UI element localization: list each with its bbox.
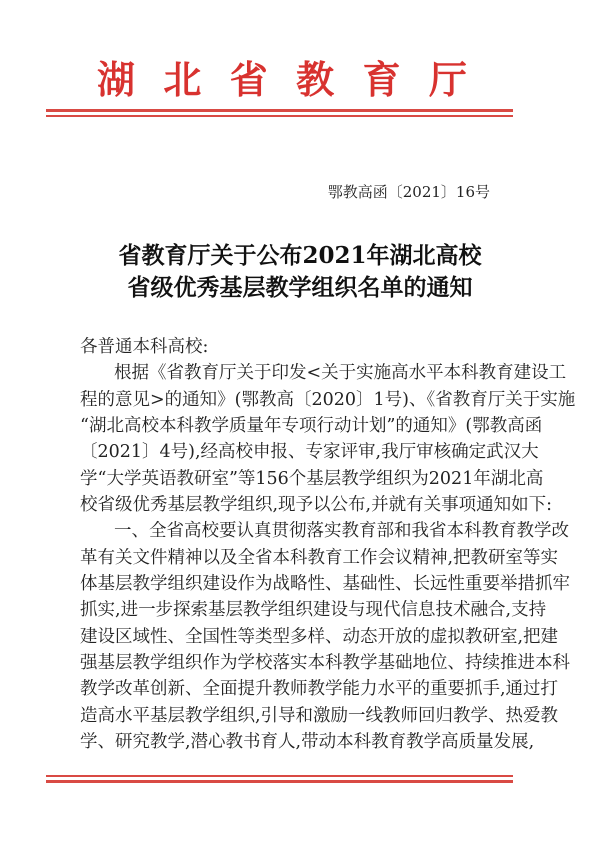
body-line: 〔2021〕4号),经高校申报、专家评审,我厅审核确定武汉大 xyxy=(80,442,539,462)
header-char: 教 xyxy=(296,57,335,102)
body-line: 根据《省教育厅关于印发<关于实施高水平本科教育建设工 xyxy=(114,363,567,383)
body-line: 造高水平基层教学组织,引导和激励一线教师回归教学、热爱教 xyxy=(80,706,559,726)
footer-rule-thick xyxy=(46,780,513,783)
header-char: 厅 xyxy=(428,57,467,102)
footer-rule-thin xyxy=(46,775,513,777)
header-char: 北 xyxy=(163,57,202,102)
body-line: 教学改革创新、全面提升教师教学能力水平的重要抓手,通过打 xyxy=(80,679,559,699)
body-line: “湖北高校本科教学质量年专项行动计划”的通知》(鄂教高函 xyxy=(80,416,543,436)
body-line: 体基层教学组织建设作为战略性、基础性、长远性重要举措抓牢 xyxy=(80,574,570,594)
body-line: 抓实,进一步探索基层教学组织建设与现代信息技术融合,支持 xyxy=(80,600,547,620)
header-rule-thick xyxy=(46,109,513,112)
body-line: 建设区域性、全国性等类型多样、动态开放的虚拟教研室,把建 xyxy=(80,627,559,647)
header-char: 湖 xyxy=(97,57,136,102)
header-char: 育 xyxy=(362,57,401,102)
header-rule-thin xyxy=(46,115,513,117)
document-title-line-1: 省教育厅关于公布2021年湖北高校 xyxy=(118,242,482,269)
salutation: 各普通本科高校: xyxy=(80,337,209,357)
document-number: 鄂教高函〔2021〕16号 xyxy=(327,183,490,201)
body-line: 程的意见>的通知》(鄂教高〔2020〕1号)、《省教育厅关于实施 xyxy=(80,390,576,410)
body-line: 学“大学英语教研室”等156个基层教学组织为2021年湖北高 xyxy=(80,469,544,489)
body-line: 学、研究教学,潜心教书育人,带动本科教育教学高质量发展, xyxy=(80,732,535,752)
issuing-authority-header xyxy=(97,58,467,102)
body-line: 校省级优秀基层教学组织,现予以公布,并就有关事项通知如下: xyxy=(80,495,553,515)
document-title-line-2: 省级优秀基层教学组织名单的通知 xyxy=(127,274,473,301)
header-char: 省 xyxy=(229,57,268,102)
body-line: 强基层教学组织作为学校落实本科教学基础地位、持续推进本科 xyxy=(80,653,570,673)
body-line: 革有关文件精神以及全省本科教育工作会议精神,把教研室等实 xyxy=(80,548,559,568)
body-line: 一、全省高校要认真贯彻落实教育部和我省本科教育教学改 xyxy=(114,521,569,541)
